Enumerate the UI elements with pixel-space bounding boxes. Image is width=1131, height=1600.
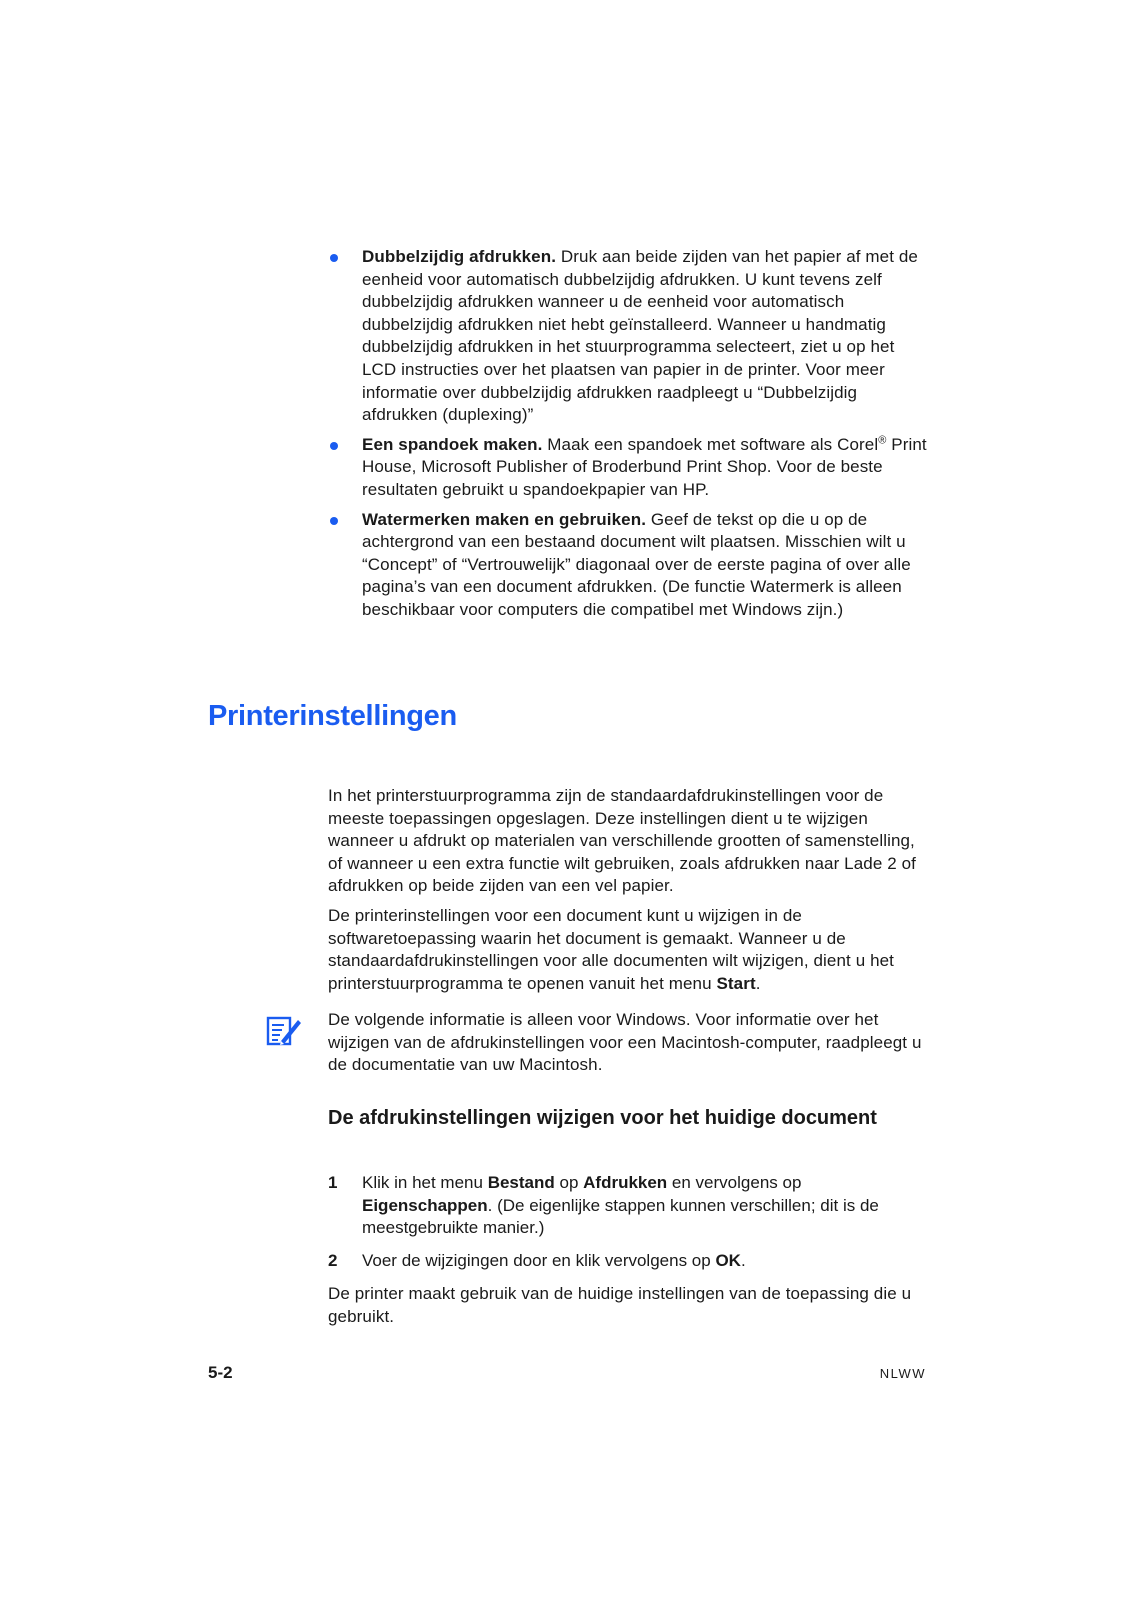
footer-code: NLWW bbox=[879, 1366, 926, 1381]
list-item bbox=[330, 509, 930, 622]
step-text: . bbox=[740, 1250, 746, 1270]
bullet-title: Een spandoek maken. bbox=[362, 434, 543, 454]
bullet-icon bbox=[330, 517, 338, 525]
step-item bbox=[328, 1250, 928, 1273]
step-number: 1 bbox=[328, 1173, 338, 1192]
bullet-title: Watermerken maken en gebruiken. bbox=[362, 509, 647, 529]
bullet-icon bbox=[330, 442, 338, 450]
list-item bbox=[330, 246, 930, 427]
note-pencil-icon bbox=[266, 1014, 302, 1050]
closing-paragraph: De printer maakt gebruik van de huidige instellingen van de toepassing die u gebruikt. bbox=[328, 1284, 912, 1326]
bullet-text: Geef de tekst op die u op de achtergrond van een bestaand document wilt plaatsen. Misschien wilt u “Concept” of “Vertrouwelijk” diagonaal over de eerste pagina of over alle pagina’s van een document afdrukken. (De functie Watermerk is alleen beschikbaar voor computers die compatibel met Windows zijn.) bbox=[362, 509, 911, 619]
subheading: De afdrukinstellingen wijzigen voor het huidige document bbox=[328, 1107, 877, 1129]
page-number: 5-2 bbox=[208, 1363, 233, 1382]
eigenschappen-label: Eigenschappen bbox=[362, 1195, 488, 1215]
step-text: . (De eigenlijke stappen kunnen verschillen; dit is de meestgebruikte manier.) bbox=[362, 1195, 879, 1238]
start-menu-label: Start bbox=[716, 973, 756, 993]
intro-paragraph: In het printerstuurprogramma zijn de standaardafdrukinstellingen voor de meeste toepassingen opgeslagen. Deze instellingen dient u te wijzigen wanneer u afdrukt op materialen van verschillende grootten of samenstelling, of wanneer u een extra functie wilt gebruiken, zoals afdrukken naar Lade 2 of afdrukken op beide zijden van een vel papier. bbox=[328, 786, 916, 896]
registered-mark: ® bbox=[878, 434, 887, 447]
step-text: op bbox=[554, 1173, 584, 1192]
paragraph-end: . bbox=[755, 973, 761, 993]
menu-afdrukken-label: Afdrukken bbox=[583, 1173, 668, 1192]
bullet-text: Maak een spandoek met software als Corel bbox=[542, 434, 879, 454]
section-title: Printerinstellingen bbox=[208, 700, 457, 732]
bullet-text: Print House, Microsoft Publisher of Broderbund Print Shop. Voor de beste resultaten gebruikt u spandoekpapier van HP. bbox=[362, 434, 927, 499]
menu-bestand-label: Bestand bbox=[487, 1173, 555, 1192]
feature-bullet-list bbox=[330, 246, 930, 629]
bullet-icon bbox=[330, 254, 338, 262]
bullet-text: Druk aan beide zijden van het papier af met de eenheid voor automatisch dubbelzijdig afdrukken. U kunt tevens zelf dubbelzijdig afdrukken wanneer u de eenheid voor automatisch dubbelzijdig afdrukken niet hebt geïnstalleerd. Wanneer u handmatig dubbelzijdig afdrukken in het stuurprogramma selecteert, ziet u op het LCD instructies over het plaatsen van papier in de printer. Voor meer informatie over dubbelzijdig afdrukken raadpleegt u “Dubbelzijdig afdrukken (duplexing)” bbox=[362, 247, 918, 425]
step-number: 2 bbox=[328, 1250, 338, 1270]
step-text: en vervolgens op bbox=[667, 1173, 802, 1192]
paragraph-text: De printerinstellingen voor een document kunt u wijzigen in de softwaretoepassing waarin het document is gemaakt. Wanneer u de standaardafdrukinstellingen voor alle documenten wilt wijzigen, dient u het printerstuurprogramma te openen vanuit het menu bbox=[328, 906, 895, 993]
settings-paragraph bbox=[328, 905, 928, 995]
bullet-title: Dubbelzijdig afdrukken. bbox=[362, 247, 557, 266]
step-text: Klik in het menu bbox=[362, 1173, 488, 1192]
note-text: De volgende informatie is alleen voor Windows. Voor informatie over het wijzigen van de afdrukinstellingen voor een Macintosh-computer, raadpleegt u de documentatie van uw Macintosh. bbox=[328, 1010, 922, 1075]
step-item bbox=[328, 1172, 928, 1240]
ok-label: OK bbox=[715, 1250, 741, 1270]
step-text: Voer de wijzigingen door en klik vervolgens op bbox=[362, 1250, 716, 1270]
list-item bbox=[330, 434, 930, 502]
steps-list bbox=[328, 1172, 928, 1282]
